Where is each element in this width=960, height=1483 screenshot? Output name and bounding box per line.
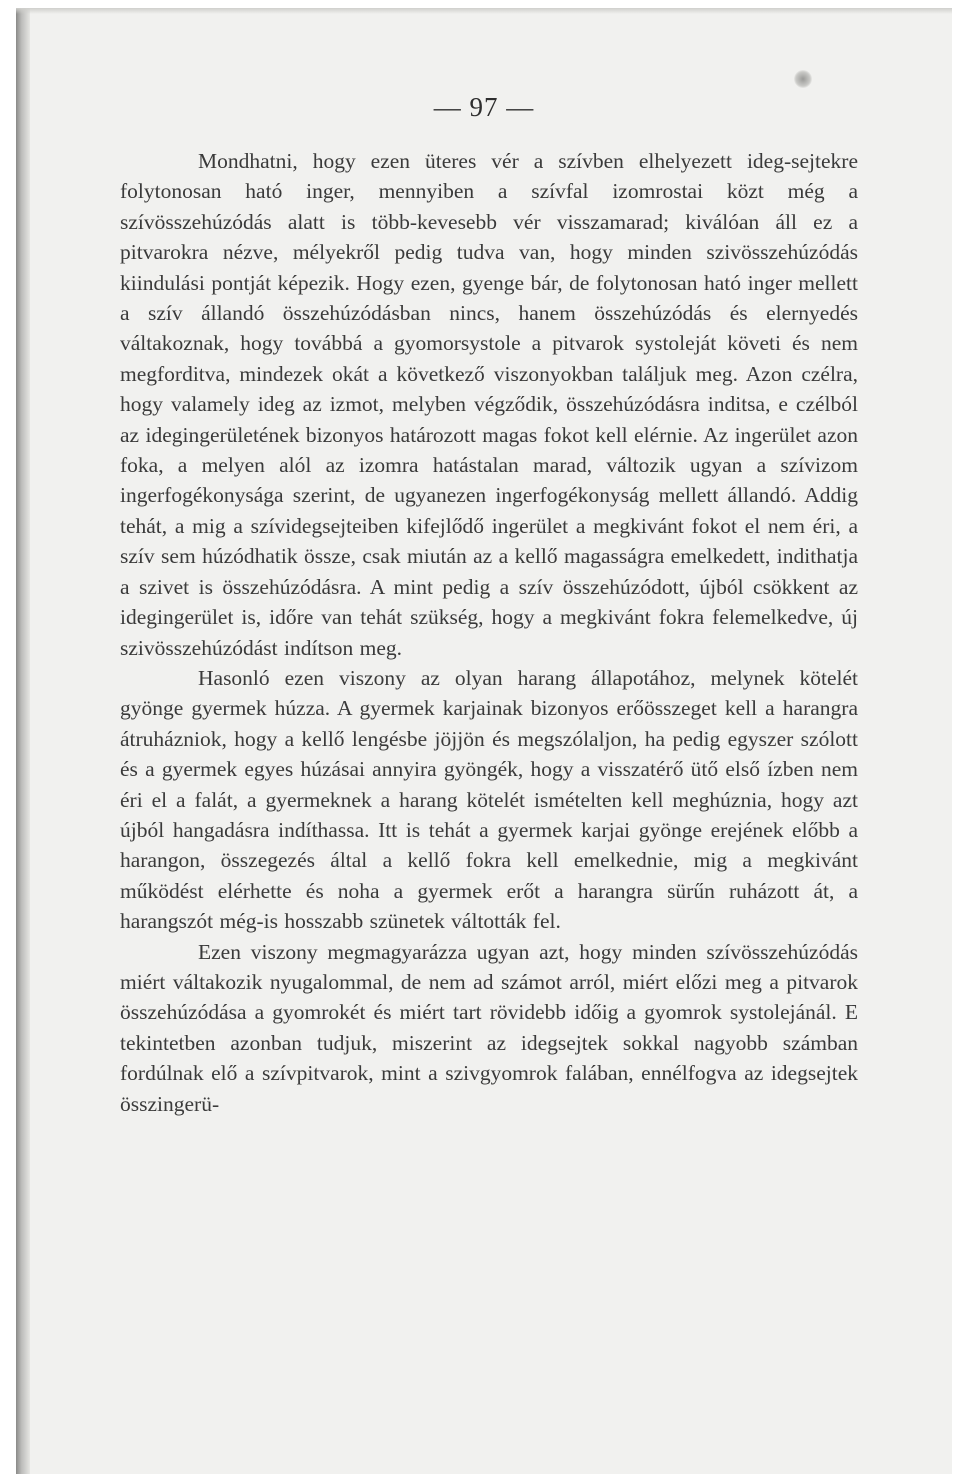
top-edge-shadow bbox=[16, 8, 952, 14]
paragraph-3: Ezen viszony megmagyarázza ugyan azt, hogy minden szívösszehúzódás miért váltakozik nyugalommal, de nem ad számot arról, miért előzi meg a pitvarok összehúzódása a gyomrokét és miért tart rövidebb időig a gyomrok systolejánál. E tekintetben azonban tudjuk, miszerint az idegsejtek sokkal nagyobb számban fordúlnak elő a szívpitvarok, mint a szivgyomrok falában, ennélfogva az idegsejtek összingerü- bbox=[120, 939, 858, 1116]
binding-edge-shadow bbox=[16, 8, 30, 1474]
ink-spot bbox=[794, 70, 812, 88]
scanned-page bbox=[16, 8, 952, 1474]
paragraph-2: Hasonló ezen viszony az olyan harang állapotához, melynek kötelét gyönge gyermek húzza. A gyermek karjainak bizonyos erőösszeget kell a harangra átruházniok, hogy a kellő lengésbe jöjjön és megszólaljon, ha pedig egyszer szólott és a gyermek egyes húzásai annyira gyöngék, hogy a visszatérő ütő első ízben nem éri el a falát, a gyermeknek a harang kötelét ismételten kell meghúznia, hogy azt újból hangadásra indíthassa. Itt is tehát a gyermek karjai gyönge erejének előbb a harangon, összegezés által a kellő fokra kell emelkednie, mig a megkivánt működést elérhette és noha a gyermek erőt a harangra sürűn ruházott át, a harangszót még-is hosszabb szünetek váltották fel. bbox=[120, 665, 858, 934]
paragraph-1: Mondhatni, hogy ezen üteres vér a szívben elhelyezett ideg-sejtekre folytonosan ható inger, mennyiben a szívfal izomrostai közt még a szívösszehúzódás alatt is több-kevesebb vér visszamarad; kiválóan áll ez a pitvarokra nézve, mélyekről pedig tudva van, hogy minden szivösszehúzódás kiindulási pontját képezik. Hogy ezen, gyenge bár, de folytonosan ható inger mellett a szív állandó összehúzódásban nincs, hanem összehúzódás és elernyedés váltakoznak, hogy továbbá a gyomorsystole a pitvarok systoleját követi és nem megforditva, mindezek okát a következő viszonyokban találjuk meg. Azon czélra, hogy valamely ideg az izmot, melyben végződik, összehúzódásra inditsa, e czélból az idegingerületének bizonyos határozott magas fokot kell elérnie. Az ingerület azon foka, a melyen alól az izomra hatástalan marad, változik ugyan a szívizom ingerfogékonysága szerint, de ugyanezen ingerfogékonyság mellett állandó. Addig tehát, a mig a szívidegsejteiben kifejlődő ingerület a megkivánt fokot el nem éri, a szív sem húzódhatik össze, csak miután az a kellő magasságra emelkedett, indithatja a szivet is összehúzódásra. A mint pedig a szív összehúzódott, újból csökkent az idegingerület is, időre van tehát szükség, hogy a megkivánt fokra felemelkedve, új szivösszehúzódást indítson meg. bbox=[120, 149, 858, 660]
body-text bbox=[120, 146, 858, 1119]
page-number: — 97 — bbox=[433, 92, 535, 122]
